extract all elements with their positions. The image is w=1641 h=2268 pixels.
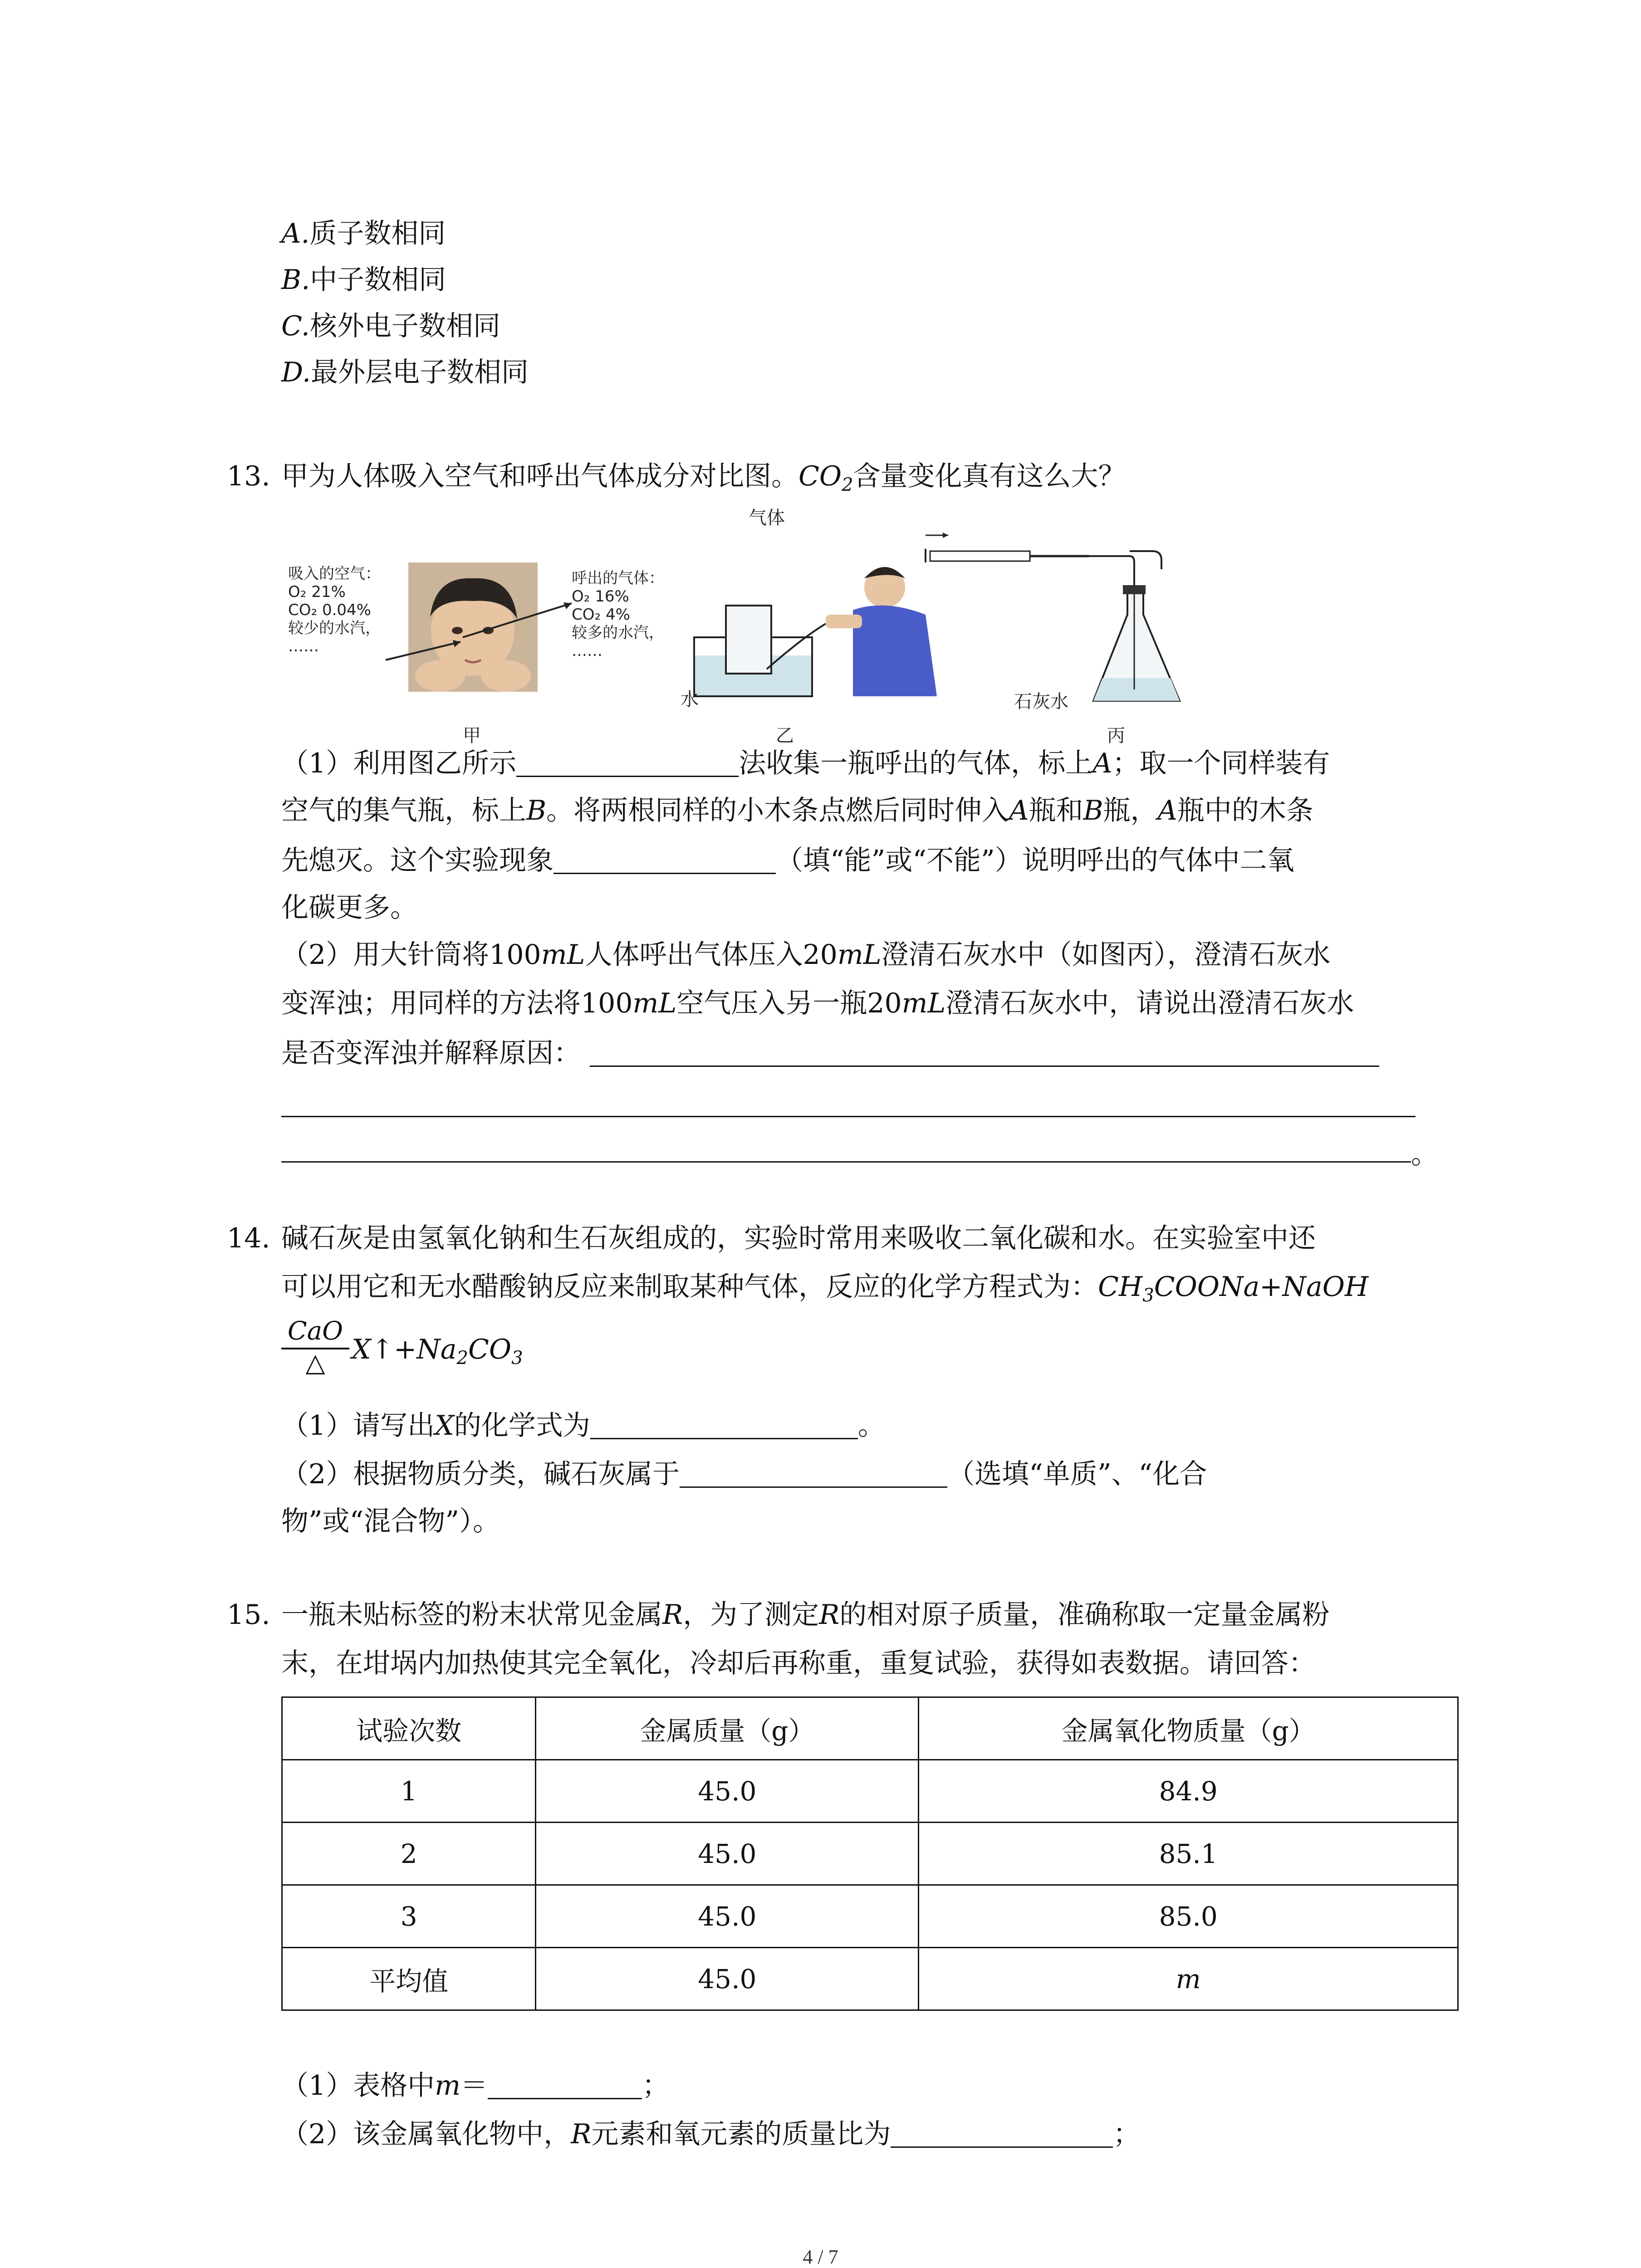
- q13-blank-method[interactable]: [516, 748, 739, 777]
- table-header-cell: 金属氧化物质量（g）: [919, 1697, 1458, 1760]
- table-header-row: [282, 1697, 1458, 1760]
- q15-part1: （1）表格中m＝ ；: [281, 2070, 670, 2102]
- option-c: C.核外电子数相同: [281, 310, 500, 342]
- inhaled-air-info: 吸入的空气： O₂ 21% CO₂ 0.04% 较少的水汽， ……: [288, 565, 381, 655]
- q15-blank-mass-ratio[interactable]: [891, 2119, 1113, 2148]
- q15-part2: （2）该金属氧化物中，R元素和氧元素的质量比为 ；: [281, 2118, 1141, 2150]
- label-bing: 丙: [1107, 725, 1125, 746]
- table-header-cell: 金属质量（g）: [536, 1697, 919, 1760]
- q13-figure: [281, 506, 1189, 746]
- q14-line2: 可以用它和无水醋酸钠反应来制取某种气体，反应的化学方程式为：$CH_3COONa+NaOH$: [281, 1271, 1369, 1306]
- gas-label: 气体: [749, 508, 785, 528]
- table-cell: 1: [282, 1760, 536, 1823]
- table-cell: m: [919, 1948, 1458, 2010]
- q13-end-period: 。: [1411, 1139, 1438, 1170]
- table-cell: 45.0: [536, 1885, 919, 1948]
- table-row: [282, 1948, 1458, 2010]
- option-b: B.中子数相同: [281, 264, 446, 296]
- table-cell: 2: [282, 1823, 536, 1885]
- table-cell: 平均值: [282, 1948, 536, 2010]
- table-row: [282, 1823, 1458, 1885]
- reaction-products: $X↑+Na_2CO_3$: [352, 1334, 523, 1369]
- q14-line1: 碱石灰是由氢氧化钠和生石灰组成的，实验时常用来吸收二氧化碳和水。在实验室中还: [281, 1222, 1316, 1254]
- water-collection-apparatus: [690, 547, 944, 705]
- table-cell: 45.0: [536, 1823, 919, 1885]
- table-row: [282, 1760, 1458, 1823]
- limewater-label: 石灰水: [1014, 691, 1068, 712]
- water-label: 水: [681, 689, 699, 710]
- exhaled-gas-info: 呼出的气体： O₂ 16% CO₂ 4% 较多的水汽， ……: [572, 569, 664, 660]
- q14-blank-formula[interactable]: [590, 1411, 858, 1439]
- q13-blank-can-or-not[interactable]: [554, 846, 776, 874]
- syringe-limewater-apparatus: [916, 506, 1189, 714]
- q15-line1: 一瓶未贴标签的粉末状常见金属R，为了测定R的相对原子质量，准确称取一定量金属粉: [281, 1599, 1330, 1631]
- reaction-condition: CaO △: [281, 1318, 349, 1377]
- q13-part1-line1: （1）利用图乙所示 法收集一瓶呼出的气体，标上A；取一个同样装有: [281, 748, 1330, 779]
- q13-part2-line2: 变浑浊；用同样的方法将100mL空气压入另一瓶20mL澄清石灰水中，请说出澄清石灰水: [281, 987, 1354, 1019]
- table-cell: 85.1: [919, 1823, 1458, 1885]
- label-jia: 甲: [463, 725, 481, 746]
- q13-number: 13.: [227, 460, 270, 492]
- q13-part1-line2: 空气的集气瓶，标上B。将两根同样的小木条点燃后同时伸入A瓶和B瓶，A瓶中的木条: [281, 795, 1313, 826]
- label-yi: 乙: [776, 725, 794, 746]
- option-a: A.质子数相同: [281, 218, 446, 249]
- q15-line2: 末，在坩埚内加热使其完全氧化，冷却后再称重，重复试验，获得如表数据。请回答：: [281, 1647, 1316, 1679]
- table-cell: 3: [282, 1885, 536, 1948]
- q14-part1: （1）请写出X的化学式为 。: [281, 1410, 885, 1442]
- q14-part2-line2: 物”或“混合物”）。: [281, 1505, 500, 1537]
- page-number: 4 / 7: [803, 2246, 838, 2268]
- table-cell: 45.0: [536, 1948, 919, 2010]
- table-header-cell: 试验次数: [282, 1697, 536, 1760]
- q15-blank-m[interactable]: [488, 2071, 642, 2099]
- q13-part1-line3: 先熄灭。这个实验现象 （填“能”或“不能”）说明呼出的气体中二氧: [281, 845, 1294, 876]
- q14-blank-classification[interactable]: [680, 1459, 947, 1488]
- q13-part2-line1: （2）用大针筒将100mL人体呼出气体压入20mL澄清石灰水中（如图丙），澄清石灰水: [281, 939, 1331, 971]
- q13-part1-line4: 化碳更多。: [281, 892, 417, 924]
- q13-blank-explanation-2[interactable]: [281, 1116, 1416, 1117]
- q15-number: 15.: [227, 1599, 270, 1631]
- q14-number: 14.: [227, 1222, 270, 1254]
- option-d: D.最外层电子数相同: [281, 357, 529, 388]
- table-cell: 85.0: [919, 1885, 1458, 1948]
- q13-blank-explanation-1[interactable]: [590, 1038, 1379, 1067]
- q14-part2-line1: （2）根据物质分类，碱石灰属于 （选填“单质”、“化合: [281, 1458, 1207, 1490]
- q15-data-table: [281, 1696, 1459, 2011]
- table-cell: 45.0: [536, 1760, 919, 1823]
- q13-blank-explanation-3[interactable]: [281, 1161, 1411, 1163]
- table-cell: 84.9: [919, 1760, 1458, 1823]
- table-row: [282, 1885, 1458, 1948]
- q13-part2-line3: 是否变浑浊并解释原因：: [281, 1038, 1379, 1067]
- q13-stem: 甲为人体吸入空气和呼出气体成分对比图。$CO_2$含量变化真有这么大？: [281, 460, 1126, 495]
